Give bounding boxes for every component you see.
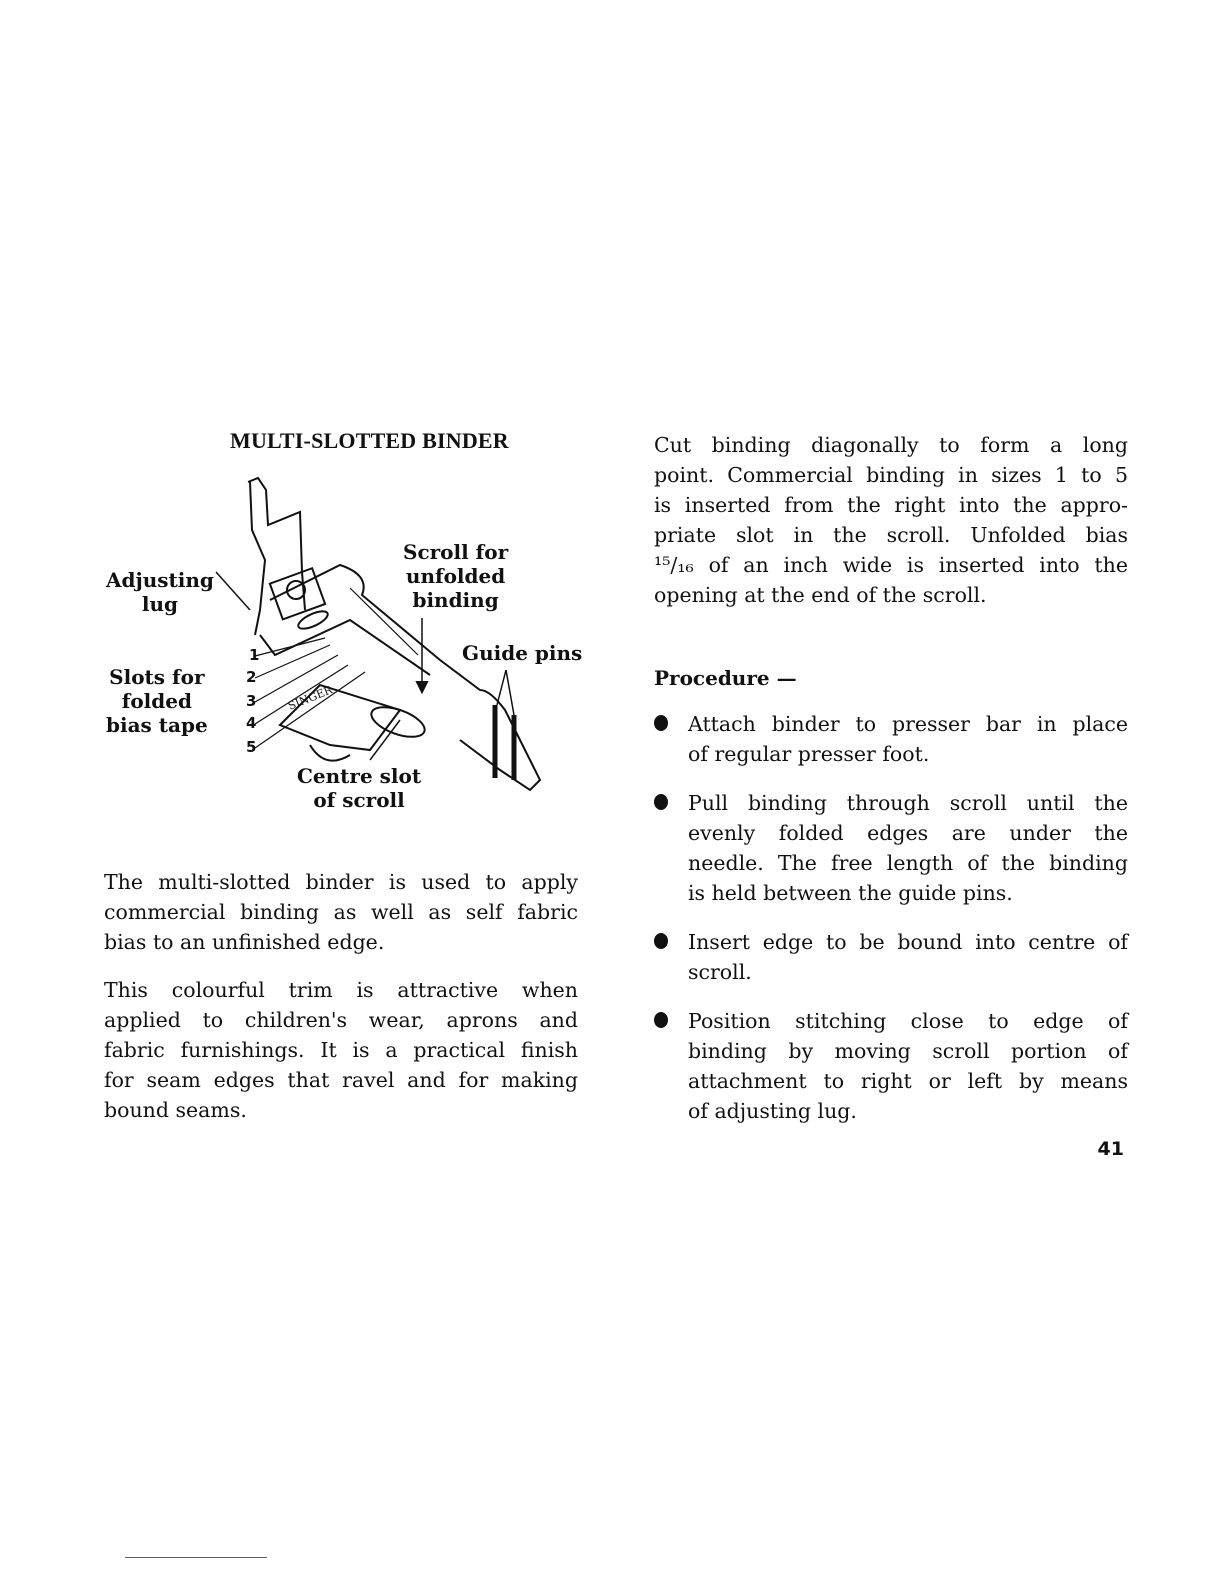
label-line: unfolded [405,564,506,588]
text-line: Pull binding through scroll until the [688,791,1128,815]
label-adjusting-lug [106,568,214,616]
embossed-brand: SINGER [286,683,335,713]
figure-title: MULTI-SLOTTED BINDER [230,428,509,453]
paragraph-description [104,867,578,957]
text-line: of regular presser foot. [688,742,930,766]
text-line: priate slot in the scroll. Unfolded bias [654,523,1128,547]
bullet-icon [654,933,668,949]
text-line: Cut binding diagonally to form a long [654,433,1128,457]
bullet-icon [654,1012,668,1028]
footnote-rule [125,1557,267,1558]
slot-number: 5 [246,738,257,756]
label-scroll [403,540,508,612]
text-line: binding by moving scroll portion of [688,1039,1128,1063]
text-line: of adjusting lug. [688,1099,857,1123]
text-line: Attach binder to presser bar in place [688,712,1128,736]
text-line: attachment to right or left by means [688,1069,1128,1093]
slot-number: 4 [246,714,257,732]
text-line: commercial binding as well as self fabric [104,900,578,924]
text-line: The multi-slotted binder is used to apply [104,870,578,894]
label-line: Adjusting [106,568,214,592]
procedure-step [688,927,1128,987]
label-line: bias tape [106,713,208,737]
page-number: 41 [1097,1138,1124,1160]
slot-number: 3 [246,692,257,710]
text-line: This colourful trim is attractive when [104,978,578,1002]
text-line: scroll. [688,960,752,984]
procedure-step [688,709,1128,769]
text-line: bias to an unfinished edge. [104,930,385,954]
text-line: is inserted from the right into the appro- [654,493,1128,517]
text-line: point. Commercial binding in sizes 1 to 5 [654,463,1128,487]
label-line: folded [121,689,192,713]
procedure-step [688,788,1128,908]
text-line: evenly folded edges are under the [688,821,1128,845]
text-line: fabric furnishings. It is a practical finish [104,1038,578,1062]
label-guide-pins: Guide pins [462,641,583,665]
text-line: needle. The free length of the binding [688,851,1128,875]
text-line: for seam edges that ravel and for making [104,1068,578,1092]
text-line: applied to children's wear, aprons and [104,1008,578,1032]
label-line: lug [141,592,179,616]
procedure-heading: Procedure — [654,666,797,690]
label-line: of scroll [313,788,405,812]
bullet-icon [654,794,668,810]
label-line: Scroll for [403,540,509,564]
text-line: Insert edge to be bound into centre of [688,930,1128,954]
label-line: Slots for [109,665,205,689]
text-line: ¹⁵/₁₆ of an inch wide is inserted into the [654,553,1128,577]
text-line: bound seams. [104,1098,247,1122]
bullet-icon [654,715,668,731]
label-line: binding [412,588,499,612]
paragraph-uses [104,975,578,1125]
slot-number: 2 [246,668,257,686]
text-line: is held between the guide pins. [688,881,1013,905]
paragraph-intro [654,430,1128,610]
procedure-step [688,1006,1128,1126]
label-slots [106,665,208,737]
slot-number: 1 [249,646,260,664]
text-line: Position stitching close to edge of [688,1009,1128,1033]
text-line: opening at the end of the scroll. [654,583,987,607]
label-line: Centre slot [297,764,422,788]
label-centre-slot [297,764,421,812]
